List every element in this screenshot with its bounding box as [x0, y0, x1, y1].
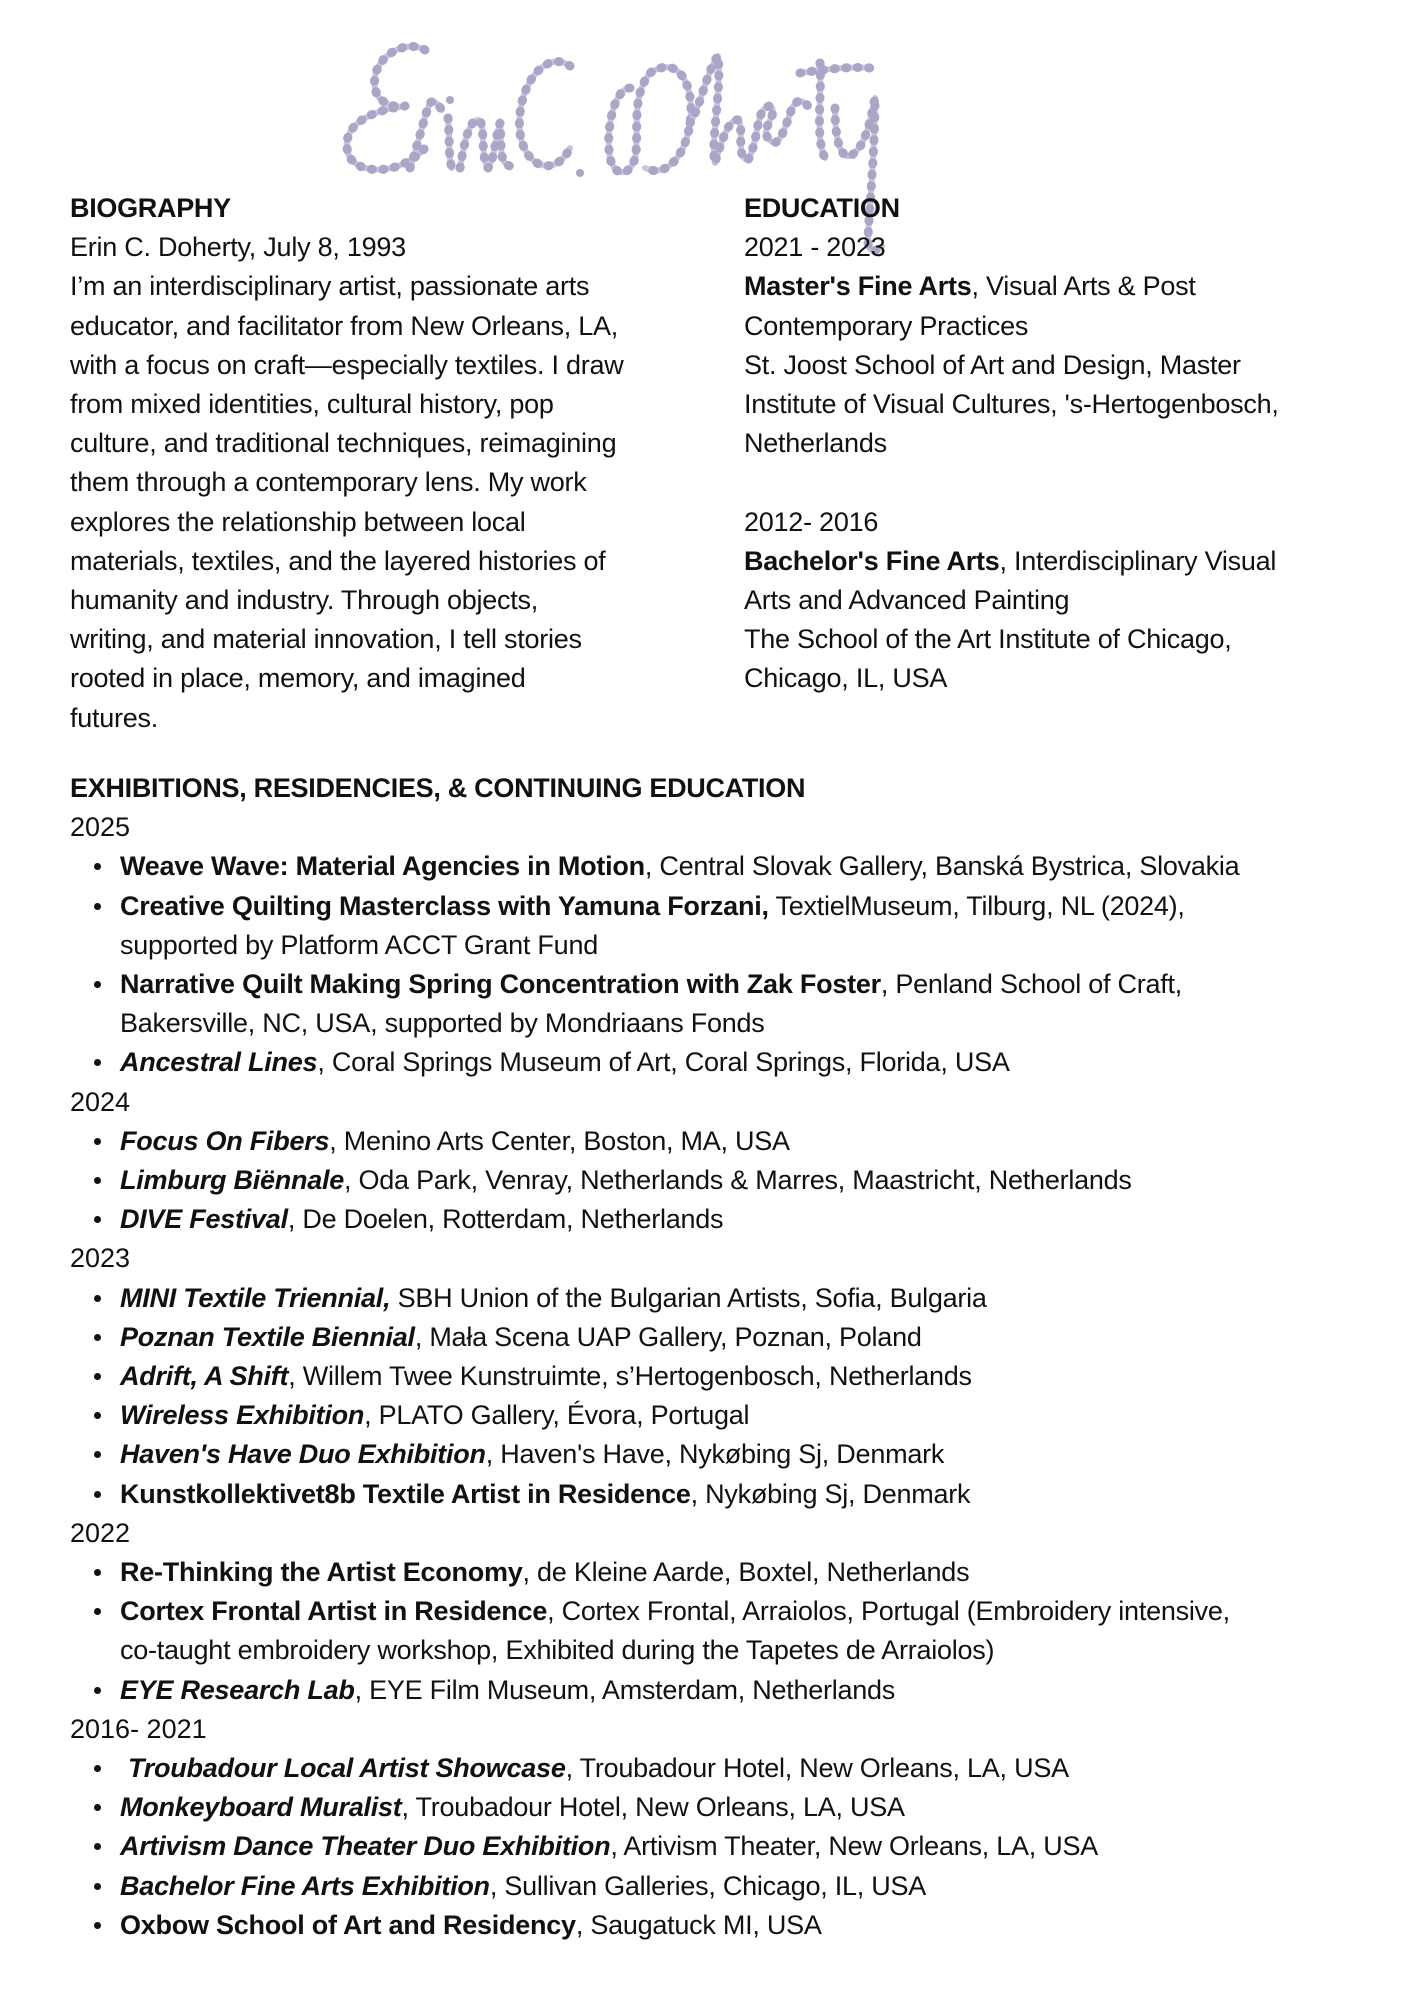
degree-title: Bachelor's Fine Arts [744, 545, 1000, 576]
bio-line: futures. [70, 702, 159, 733]
bullet-icon [94, 1334, 101, 1341]
exhibition-title: Cortex Frontal Artist in Residence [120, 1596, 548, 1627]
education-entry-masters [744, 228, 1384, 463]
exhibition-title: Artivism Dance Theater Duo Exhibition [120, 1831, 611, 1862]
exhibition-item [120, 1318, 1400, 1357]
exhibition-item [120, 1749, 1400, 1788]
exhibition-detail: , Coral Springs Museum of Art, Coral Springs, Florida, USA [317, 1047, 1010, 1078]
exhibition-title: Creative Quilting Masterclass with Yamuna Forzani, [120, 890, 769, 921]
bullet-icon [94, 1569, 101, 1576]
bullet-icon [94, 981, 101, 988]
year-label: 2022 [70, 1517, 131, 1548]
bullet-icon [94, 1804, 101, 1811]
education-years: 2021 - 2023 [744, 232, 886, 263]
exhibition-item [120, 1357, 1400, 1396]
exhibition-title: Poznan Textile Biennial [120, 1321, 415, 1352]
exhibition-detail: , Oda Park, Venray, Netherlands & Marres, Maastricht, Netherlands [344, 1165, 1132, 1196]
exhibition-detail: , Menino Arts Center, Boston, MA, USA [329, 1125, 790, 1156]
school-name: St. Joost School of Art and Design, Master [744, 349, 1241, 380]
bio-line: them through a contemporary lens. My work [70, 467, 587, 498]
bullet-icon [94, 1451, 101, 1458]
exhibition-detail: , Mała Scena UAP Gallery, Poznan, Poland [414, 1321, 922, 1352]
education-degree-line [744, 542, 1384, 581]
bullet-icon [94, 903, 101, 910]
name-birthdate: Erin C. Doherty, July 8, 1993 [70, 232, 406, 263]
bullet-icon [94, 1177, 101, 1184]
bullet-icon [94, 1059, 101, 1066]
exhibition-item [120, 1043, 1400, 1082]
biography-heading: BIOGRAPHY [70, 193, 231, 223]
exhibition-item [120, 1200, 1400, 1239]
exhibition-item [120, 887, 1400, 965]
exhibition-item [120, 1435, 1400, 1474]
exhibition-detail: , Willem Twee Kunstruimte, s’Hertogenbosch, Netherlands [288, 1361, 972, 1392]
exhibition-title: Narrative Quilt Making Spring Concentration with Zak Foster [120, 969, 881, 1000]
exhibition-item [120, 1161, 1400, 1200]
exhibition-title: Adrift, A Shift [120, 1361, 289, 1392]
exhibition-item [120, 1475, 1400, 1514]
school-location: Netherlands [744, 428, 887, 459]
exhibition-item [120, 1906, 1400, 1945]
bio-line: materials, textiles, and the layered histories of [70, 545, 606, 576]
bullet-icon [94, 1843, 101, 1850]
exhibition-title: Re-Thinking the Artist Economy [120, 1557, 523, 1588]
education-heading: EDUCATION [744, 193, 900, 223]
bullet-icon [94, 1295, 101, 1302]
bullet-icon [94, 1138, 101, 1145]
exhibition-detail-cont: co-taught embroidery workshop, Exhibited during the Tapetes de Arraiolos) [120, 1635, 995, 1666]
degree-field-cont: Contemporary Practices [744, 310, 1029, 341]
exhibition-detail: TextielMuseum, Tilburg, NL (2024), [768, 890, 1185, 921]
bio-line: educator, and facilitator from New Orleans, LA, [70, 310, 619, 341]
exhibition-item [120, 1592, 1400, 1670]
exhibition-detail: , Saugatuck MI, USA [575, 1909, 822, 1940]
exhibition-title: Haven's Have Duo Exhibition [120, 1439, 486, 1470]
degree-field-cont: Arts and Advanced Painting [744, 585, 1070, 616]
exhibition-item [120, 1671, 1400, 1710]
exhibition-title: Troubadour Local Artist Showcase [128, 1753, 566, 1784]
school-name-cont: Institute of Visual Cultures, 's-Hertogenbosch, [744, 389, 1279, 420]
education-degree-line [744, 267, 1384, 306]
exhibition-detail: , Central Slovak Gallery, Banská Bystrica, Slovakia [644, 851, 1240, 882]
bullet-icon [94, 863, 101, 870]
degree-title: Master's Fine Arts [744, 271, 972, 302]
exhibition-detail: , Sullivan Galleries, Chicago, IL, USA [489, 1870, 927, 1901]
year-label: 2024 [70, 1086, 131, 1117]
bio-line: explores the relationship between local [70, 506, 526, 537]
bullet-icon [94, 1216, 101, 1223]
exhibition-detail: , Penland School of Craft, [880, 969, 1183, 1000]
exhibition-detail-cont: Bakersville, NC, USA, supported by Mondriaans Fonds [120, 1008, 765, 1039]
bio-line: with a focus on craft—especially textiles. I draw [70, 349, 624, 380]
exhibition-title: Kunstkollektivet8b Textile Artist in Residence [120, 1478, 691, 1509]
exhibition-detail: , De Doelen, Rotterdam, Netherlands [287, 1204, 724, 1235]
bio-line: from mixed identities, cultural history, pop [70, 389, 554, 420]
education-entry-bachelors [744, 503, 1384, 699]
degree-field: , Visual Arts & Post [971, 271, 1196, 302]
bullet-icon [94, 1687, 101, 1694]
exhibition-detail: , PLATO Gallery, Évora, Portugal [364, 1400, 750, 1431]
exhibition-item [120, 965, 1400, 1043]
exhibition-title: Weave Wave: Material Agencies in Motion [120, 851, 645, 882]
year-label: 2025 [70, 812, 131, 843]
year-label: 2016- 2021 [70, 1713, 207, 1744]
bio-line: rooted in place, memory, and imagined [70, 663, 526, 694]
bullet-icon [94, 1491, 101, 1498]
bullet-icon [94, 1765, 101, 1772]
bullet-icon [94, 1412, 101, 1419]
degree-field: , Interdisciplinary Visual [999, 545, 1277, 576]
exhibition-detail: , Troubadour Hotel, New Orleans, LA, USA [565, 1753, 1069, 1784]
exhibition-item [120, 1788, 1400, 1827]
exhibition-title: EYE Research Lab [120, 1674, 355, 1705]
exhibition-detail: , Troubadour Hotel, New Orleans, LA, USA [401, 1792, 905, 1823]
exhibition-detail: SBH Union of the Bulgarian Artists, Sofia, Bulgaria [390, 1282, 987, 1313]
spacer [744, 463, 1384, 502]
exhibition-detail: , de Kleine Aarde, Boxtel, Netherlands [522, 1557, 970, 1588]
exhibition-item [120, 1279, 1400, 1318]
education-section [744, 189, 1384, 699]
exhibition-item [120, 1553, 1400, 1592]
bullet-icon [94, 1608, 101, 1615]
exhibition-list-2025 [70, 847, 1400, 1082]
exhibition-title: Monkeyboard Muralist [120, 1792, 402, 1823]
exhibition-detail: , Artivism Theater, New Orleans, LA, USA [610, 1831, 1099, 1862]
school-name: The School of the Art Institute of Chicago, [744, 624, 1232, 655]
exhibition-detail: , Nykøbing Sj, Denmark [690, 1478, 971, 1509]
bio-line: humanity and industry. Through objects, [70, 585, 539, 616]
bio-line: writing, and material innovation, I tell stories [70, 624, 582, 655]
bullet-icon [94, 1883, 101, 1890]
exhibition-list-2016-2021 [70, 1749, 1400, 1945]
bio-line: culture, and traditional techniques, reimagining [70, 428, 617, 459]
exhibition-item [120, 1396, 1400, 1435]
exhibition-title: MINI Textile Triennial, [120, 1282, 391, 1313]
exhibition-title: Limburg Biënnale [120, 1165, 345, 1196]
exhibition-item [120, 1867, 1400, 1906]
exhibition-title: Wireless Exhibition [120, 1400, 365, 1431]
exhibition-list-2022 [70, 1553, 1400, 1710]
education-years: 2012- 2016 [744, 506, 879, 537]
exhibition-title: Bachelor Fine Arts Exhibition [120, 1870, 490, 1901]
bullet-icon [94, 1922, 101, 1929]
exhibition-title: Focus On Fibers [120, 1125, 330, 1156]
exhibition-item [120, 1827, 1400, 1866]
exhibitions-section [70, 769, 1400, 1945]
bio-line: I’m an interdisciplinary artist, passionate arts [70, 271, 590, 302]
exhibition-item [120, 847, 1400, 886]
school-location: Chicago, IL, USA [744, 663, 948, 694]
exhibitions-heading: EXHIBITIONS, RESIDENCIES, & CONTINUING EDUCATION [70, 773, 806, 803]
exhibition-item [120, 1122, 1400, 1161]
exhibition-detail: , EYE Film Museum, Amsterdam, Netherlands [354, 1674, 896, 1705]
exhibition-title: Ancestral Lines [120, 1047, 318, 1078]
exhibition-title: Oxbow School of Art and Residency [120, 1909, 576, 1940]
exhibition-detail: , Cortex Frontal, Arraiolos, Portugal (Embroidery intensive, [547, 1596, 1230, 1627]
exhibition-detail: , Haven's Have, Nykøbing Sj, Denmark [485, 1439, 945, 1470]
biography-section [70, 189, 700, 738]
exhibition-title: DIVE Festival [120, 1204, 288, 1235]
exhibition-list-2024 [70, 1122, 1400, 1240]
year-label: 2023 [70, 1243, 131, 1274]
exhibition-detail-cont: supported by Platform ACCT Grant Fund [120, 929, 598, 960]
bullet-icon [94, 1373, 101, 1380]
exhibition-list-2023 [70, 1279, 1400, 1514]
